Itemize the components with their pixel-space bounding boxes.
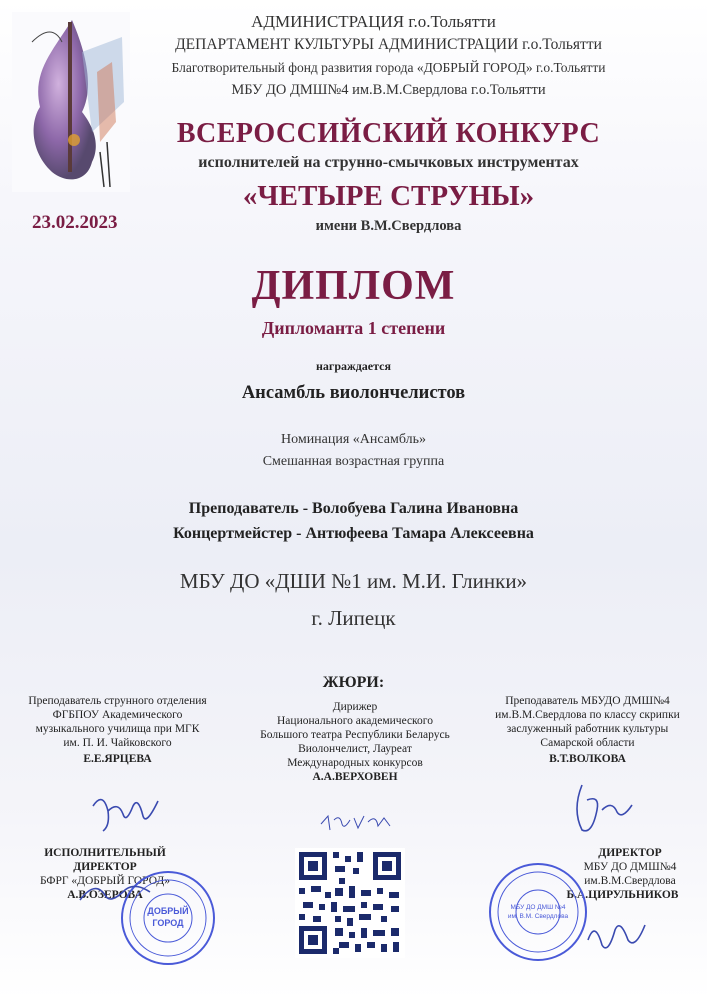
- jury-member-2-line: Дирижер: [332, 701, 378, 713]
- school-name: МБУ ДО «ДШИ №1 им. М.И. Глинки»: [179, 569, 528, 593]
- signature-tsirulnikov: [580, 910, 650, 960]
- accompanist: Концертмейстер - Антюфеева Тамара Алексеевна: [173, 525, 534, 542]
- left-signatory-role-1: ИСПОЛНИТЕЛЬНЫЙ: [44, 847, 166, 859]
- header-line-2: ДЕПАРТАМЕНТ КУЛЬТУРЫ АДМИНИСТРАЦИИ г.о.Тольятти: [175, 36, 602, 53]
- jury-member-1-line: им. П. И. Чайковского: [63, 737, 172, 749]
- contest-subtitle: исполнителей на струнно-смычковых инструментах: [198, 154, 579, 171]
- age-group: Смешанная возрастная группа: [262, 454, 445, 469]
- seal-right: [486, 860, 590, 964]
- recipient-name: Ансамбль виолончелистов: [241, 383, 466, 403]
- jury-member-2-line: Национального академического: [277, 715, 433, 727]
- contest-name: «ЧЕТЫРЕ СТРУНЫ»: [242, 180, 535, 212]
- jury-member-1-line: ФГБПОУ Академического: [52, 709, 183, 721]
- signature-ozerova: [70, 870, 160, 920]
- left-signatory-name: А.В.ОЗЕРОВА: [67, 889, 143, 901]
- jury-member-1-line: Преподаватель струнного отделения: [28, 695, 207, 707]
- diploma-degree: Дипломанта 1 степени: [261, 318, 446, 338]
- jury-title: ЖЮРИ:: [322, 674, 385, 691]
- jury-member-1-name: Е.Е.ЯРЦЕВА: [83, 753, 152, 765]
- svg-text:им. В.М. Свердлова: им. В.М. Свердлова: [507, 913, 569, 920]
- contest-date: 23.02.2023: [32, 212, 118, 233]
- jury-member-3-line: Преподаватель МБУДО ДМШ№4: [505, 695, 670, 707]
- jury-member-1-line: музыкального училища при МГК: [35, 723, 200, 735]
- nomination: Номинация «Ансамбль»: [280, 432, 427, 447]
- teacher: Преподаватель - Волобуева Галина Ивановна: [188, 500, 519, 517]
- jury-member-2-name: А.А.ВЕРХОВЕН: [312, 771, 398, 783]
- qr-code-graphic: [295, 848, 405, 958]
- school-city: г. Липецк: [311, 606, 396, 630]
- left-signatory-org: БФРГ «ДОБРЫЙ ГОРОД»: [39, 875, 171, 887]
- header-line-3: Благотворительный фонд развития города «ДОБРЫЙ ГОРОД» г.о.Тольятти: [171, 60, 606, 75]
- seal-left-text: ДОБРЫЙ: [147, 906, 189, 916]
- qr-code[interactable]: [295, 848, 405, 958]
- jury-member-1: [10, 694, 225, 766]
- jury-member-3-line: им.В.М.Свердлова по классу скрипки: [495, 709, 680, 721]
- jury-member-3-name: В.Т.ВОЛКОВА: [549, 753, 626, 765]
- signature-yartseva: [88, 786, 168, 836]
- header-line-1: АДМИНИСТРАЦИЯ г.о.Тольятти: [251, 12, 496, 31]
- jury-member-2: [245, 700, 465, 784]
- svg-text:ГОРОД: ГОРОД: [152, 918, 184, 928]
- contest-named-after: имени В.М.Свердлова: [315, 218, 462, 234]
- diploma-title: ДИПЛОМ: [251, 263, 456, 309]
- jury-member-3-line: заслуженный работник культуры: [506, 723, 669, 735]
- right-signatory-role: ДИРЕКТОР: [598, 847, 662, 859]
- signature-volkova: [562, 780, 642, 840]
- jury-member-2-line: Виолончелист, Лауреат: [298, 743, 412, 755]
- contest-title: ВСЕРОССИЙСКИЙ КОНКУРС: [176, 118, 601, 149]
- jury-member-3: [475, 694, 700, 766]
- jury-member-3-line: Самарской области: [540, 737, 635, 749]
- awarded-label: награждается: [316, 359, 391, 373]
- right-signatory-name: Б.А.ЦИРУЛЬНИКОВ: [566, 889, 679, 901]
- jury-member-2-line: Большого театра Республики Беларусь: [260, 729, 450, 741]
- left-signatory-role-2: ДИРЕКТОР: [73, 861, 137, 873]
- header-line-4: МБУ ДО ДМШ№4 им.В.М.Свердлова г.о.Тольятти: [231, 82, 546, 98]
- seal-right-text: МБУ ДО ДМШ №4: [510, 904, 566, 911]
- jury-member-2-line: Международных конкурсов: [287, 757, 423, 769]
- signature-verkhoven: [318, 806, 398, 842]
- right-signatory-org-2: им.В.М.Свердлова: [584, 875, 676, 887]
- right-signatory-org-1: МБУ ДО ДМШ№4: [583, 861, 677, 873]
